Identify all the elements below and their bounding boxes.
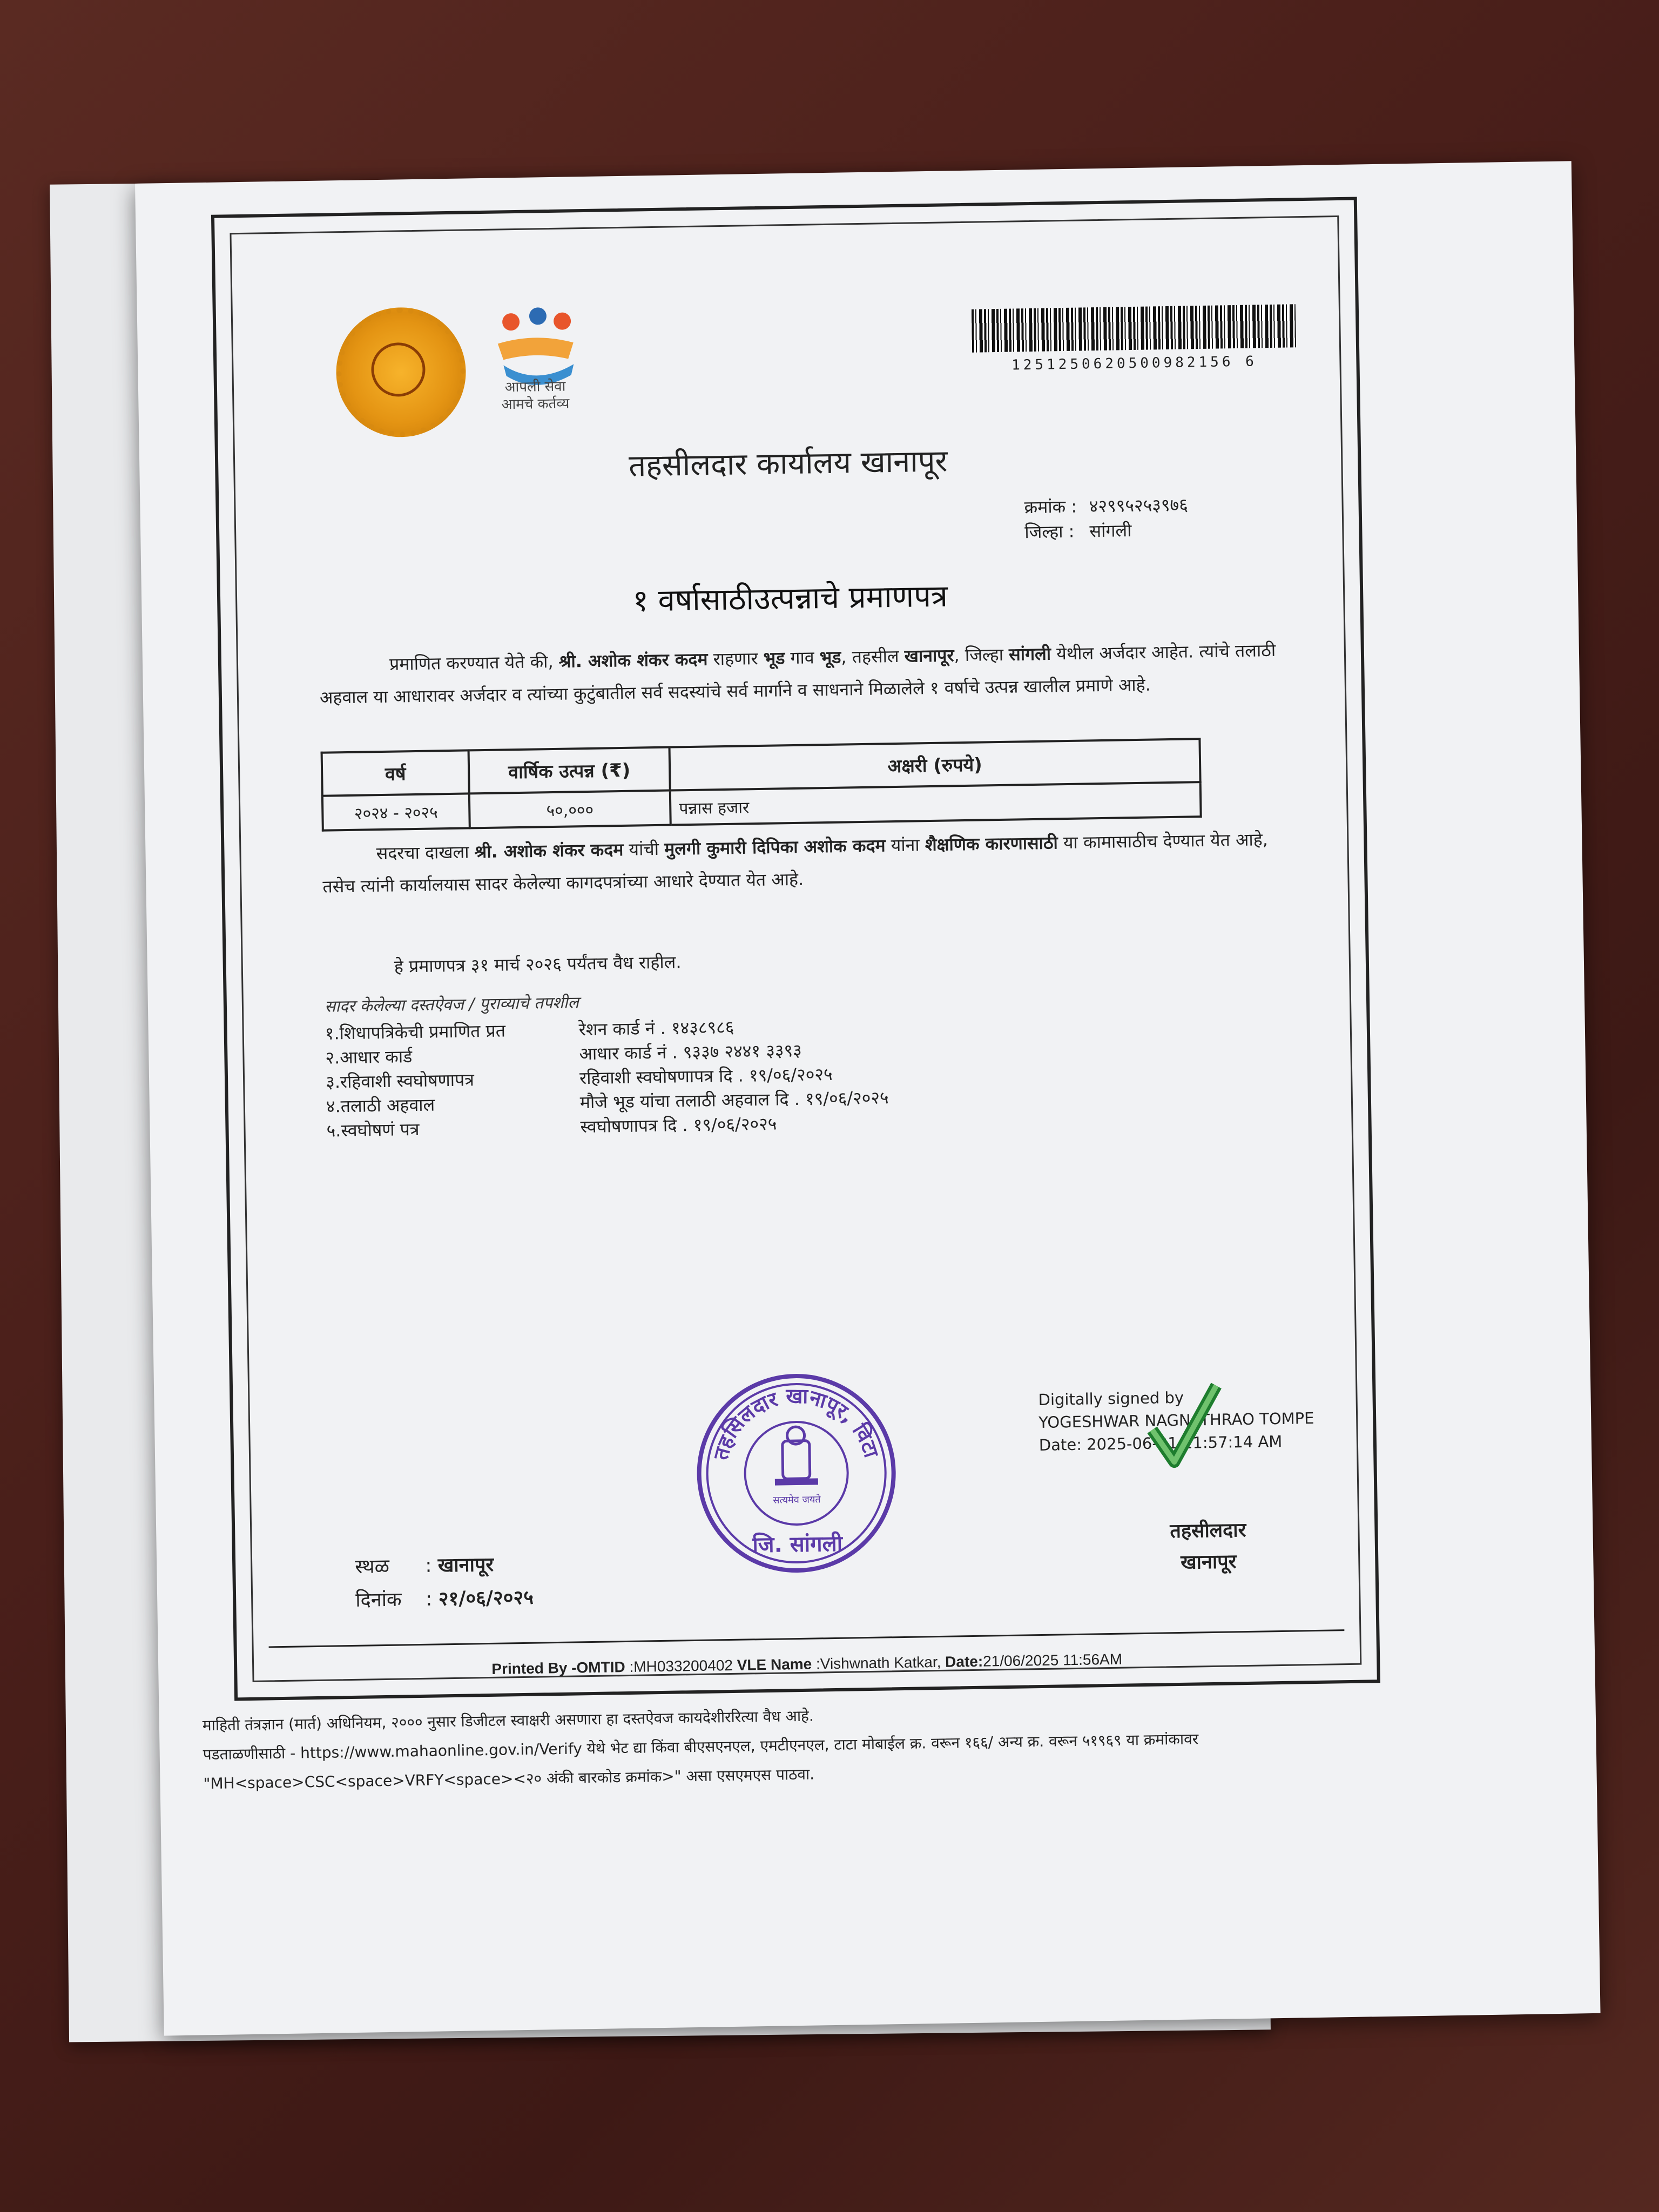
ashoka-emblem-icon	[774, 1426, 818, 1485]
document-detail: स्वघोषणापत्र दि . १९/०६/२०२५	[580, 1113, 777, 1137]
seva-line-2: आमचे कर्तव्य	[501, 395, 570, 413]
footer-line-1: माहिती तंत्रज्ञान (मार्त) अधिनियम, २००० नुसार डिजीटल स्वाक्षरी असणारा हा दस्तऐवज कायदेशीररित्या वैध आहे.	[202, 1707, 814, 1735]
document-name: १.शिधापत्रिकेची प्रमाणित प्रत	[325, 1020, 506, 1044]
kramank-row	[1024, 492, 1188, 520]
document-detail: आधार कार्ड नं . ९३३७ २४४१ ३३९३	[579, 1040, 802, 1064]
footer-line-2: पडताळणीसाठी - https://www.mahaonline.gov.in/Verify येथे भेट द्या किंवा बीएसएनएल, एमटीएनएल, टाटा मोबाईल क्र. वरून १६६/ अन्य क्र. वरून ५१९६९ या क्रमांकावर	[203, 1730, 1199, 1764]
document-detail: रहिवाशी स्वघोषणापत्र दि . १९/०६/२०२५	[579, 1063, 833, 1089]
place-row	[355, 1548, 534, 1584]
table-header: अक्षरी (रुपये)	[670, 739, 1201, 790]
office-title: तहसीलदार कार्यालय खानापूर	[628, 443, 948, 484]
date-row	[355, 1581, 534, 1617]
para1-text-3: गाव	[785, 647, 820, 669]
para1-text-4: , तहसील	[841, 645, 905, 667]
income-table	[321, 738, 1202, 832]
footer-line-3: "MH<space>CSC<space>VRFY<space><२० अंकी बारकोड क्रमांक>" असा एसएमएस पाठवा.	[203, 1765, 815, 1793]
applicant-name-2: श्री. अशोक शंकर कदम	[474, 839, 624, 862]
print-date-label: Date:	[945, 1653, 983, 1670]
place-label: स्थळ	[354, 1555, 390, 1578]
signature-line-2: YOGESHWAR NAGNATHRAO TOMPE	[1038, 1408, 1314, 1432]
document-detail: मौजे भूड यांचा तलाठी अहवाल दि . १९/०६/२०२५	[579, 1087, 889, 1113]
jilha-value: सांगली	[1089, 520, 1132, 542]
beneficiary-name: मुलगी कुमारी दिपिका अशोक कदम	[664, 835, 886, 859]
table-cell-year: २०२४ - २०२५	[322, 793, 470, 830]
table-header: वर्ष	[322, 750, 469, 795]
para2-text-3: यांना	[885, 834, 926, 856]
document-name: ४.तलाठी अहवाल	[326, 1094, 435, 1117]
print-date-value: 21/06/2025 11:56AM	[982, 1650, 1123, 1670]
seva-line-1: आपली सेवा	[504, 378, 566, 396]
officer-designation	[1170, 1515, 1247, 1579]
date-sep: :	[425, 1588, 433, 1610]
document-name: २.आधार कार्ड	[325, 1046, 413, 1068]
signature-line-3: Date: 2025-06-21 11:57:14 AM	[1038, 1432, 1283, 1454]
printed-by-text	[269, 1647, 1345, 1681]
jilha-label: जिल्हा :	[1024, 521, 1075, 543]
document-detail: रेशन कार्ड नं . १४३८९८६	[578, 1016, 734, 1040]
para2-text-2: यांची	[623, 838, 665, 860]
certificate-paragraph-2	[322, 822, 1305, 903]
printed-by-bar	[269, 1629, 1345, 1680]
document-name: ५.स्वघोषणं पत्र	[326, 1118, 420, 1141]
date-value: २१/०६/२०२५	[438, 1586, 534, 1610]
purpose-text: शैक्षणिक कारणासाठी	[925, 832, 1058, 855]
maharashtra-emblem-icon	[335, 306, 467, 438]
documents-heading: सादर केलेल्या दस्तऐवज / पुराव्याचे तपशील	[324, 993, 579, 1016]
kramank-value: ४२९९५२५३९७६	[1089, 494, 1189, 517]
certificate-inner-border	[230, 215, 1361, 1682]
para1-text-5: , जिल्हा	[954, 644, 1009, 666]
applicant-name: श्री. अशोक शंकर कदम	[558, 649, 708, 672]
vle-name-label: VLE Name	[737, 1655, 817, 1674]
table-cell-income: ५०,०००	[469, 791, 671, 828]
jilha-row	[1024, 517, 1189, 544]
certificate-meta	[1024, 492, 1189, 544]
district-name: सांगली	[1008, 643, 1051, 665]
stamp-motto: सत्यमेव जयते	[773, 1494, 821, 1506]
date-label: दिनांक	[355, 1588, 402, 1611]
certificate-paragraph-1	[319, 633, 1302, 714]
table-header: वार्षिक उत्पन्न (₹)	[469, 747, 670, 794]
place-value: खानापूर	[437, 1553, 494, 1577]
village-name-2: भूड	[819, 646, 841, 668]
stamp-top-text: तहसिलदार खानापूर, विटा	[709, 1384, 884, 1462]
para2-text-4: या कामासाठीच देण्यात येत आहे, तसेच त्यांनी कार्यालयास सादर केलेल्या कागदपत्रांच्या आधारे देण्यात येत आहे.	[322, 829, 1269, 897]
printed-by-label: Printed By	[491, 1659, 572, 1677]
designation-line-1: तहसीलदार	[1170, 1519, 1246, 1543]
barcode	[972, 304, 1296, 352]
validity-text: हे प्रमाणपत्र ३१ मार्च २०२६ पर्यंतच वैध राहील.	[394, 952, 682, 977]
signature-valid-check-icon	[1146, 1380, 1223, 1473]
village-name: भूड	[763, 648, 785, 669]
tehsil-name: खानापूर	[904, 645, 954, 666]
document-name: ३.रहिवाशी स्वघोषणापत्र	[325, 1069, 475, 1092]
certificate-title: १ वर्षासाठीउत्पन्नाचे प्रमाणपत्र	[632, 578, 948, 619]
omtid-label: -OMTID	[571, 1658, 630, 1676]
documents-list	[325, 1013, 889, 1143]
place-sep: :	[424, 1554, 432, 1577]
para1-text-1: प्रमाणित करण्यात येते की,	[389, 651, 559, 675]
para2-text-1: सदरचा दाखला	[376, 841, 475, 864]
omtid-value: :MH033200402	[629, 1656, 737, 1675]
para1-text-2: राहणार	[707, 648, 764, 670]
kramank-label: क्रमांक :	[1024, 496, 1077, 518]
para1-text-6: येथील अर्जदार आहेत. त्यांचे तलाठी अहवाल या आधारावर अर्जदार व त्यांच्या कुटुंबातील सर्व सदस्यांचे सर्व मार्गाने व साधनाने मिळालेले १ वर्षाचे उत्पन्न खालील प्रमाणे आहे.	[319, 639, 1276, 708]
place-date-block	[355, 1548, 534, 1617]
designation-line-2: खानापूर	[1180, 1550, 1237, 1574]
stamp-bottom-text: जि. सांगली	[752, 1531, 843, 1558]
seva-tagline	[481, 377, 590, 414]
certificate-sheet	[135, 161, 1601, 2035]
barcode-number: 1251250620500982156 6	[1011, 353, 1258, 374]
signature-line-1: Digitally signed by	[1038, 1388, 1184, 1410]
certificate-border	[211, 197, 1380, 1701]
vle-name-value: :Vishwnath Katkar,	[815, 1653, 946, 1673]
official-stamp	[692, 1369, 901, 1577]
table-cell-words: पन्नास हजार	[670, 782, 1201, 825]
verification-footer	[202, 1692, 1391, 1799]
